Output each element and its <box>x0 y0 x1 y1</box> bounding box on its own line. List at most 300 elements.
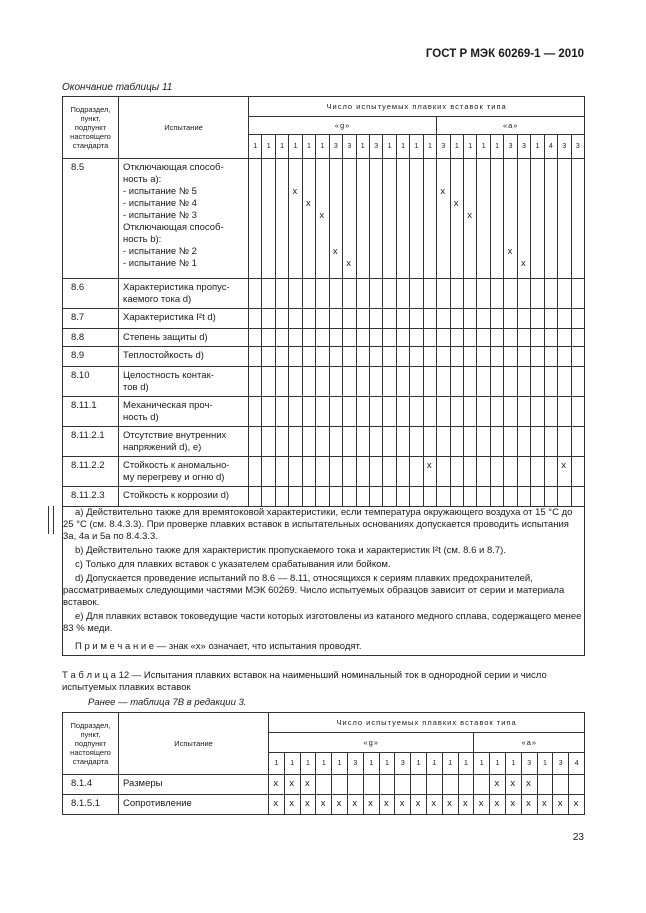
count-cell <box>356 457 369 487</box>
count-cell <box>411 775 427 795</box>
count-cell <box>531 309 544 329</box>
count-cell <box>343 309 356 329</box>
count-cell <box>553 775 569 795</box>
count-cell <box>517 347 530 367</box>
footnote-c: c) Только для плавких вставок с указателем срабатывания или бойком. <box>75 559 391 570</box>
table-row <box>63 795 585 815</box>
test-mark: x <box>320 797 326 809</box>
count-cell <box>504 457 517 487</box>
count-cell: 1 <box>490 753 506 775</box>
footnote-a: a) Действительно также для времятоковой характеристики, если температура окружающего воздуха от 15 °С до 25 °С (см. 8.4.3.3). При проверке плавких вставок в испытательных основаниях допускается проводить испытания 3а, 4а и 5а по 8.4.3.3. <box>63 507 573 542</box>
count-cell <box>369 397 382 427</box>
test-line: Стойкость к коррозии d) <box>123 490 230 501</box>
test-line: Теплостойкость d) <box>123 350 204 361</box>
test-mark: x <box>462 797 468 809</box>
row-test <box>119 159 249 279</box>
count-cell <box>379 795 395 815</box>
test-mark: x <box>507 245 513 257</box>
count-cell <box>437 457 450 487</box>
test-mark: x <box>289 797 294 809</box>
count-cell <box>356 309 369 329</box>
test-line: - испытание № 2 <box>123 246 197 257</box>
count-cell <box>249 397 262 427</box>
count-cell: 1 <box>262 135 275 159</box>
row-test <box>119 329 249 347</box>
count-cell <box>302 347 315 367</box>
header-type-g: «g» <box>269 733 474 753</box>
count-cell <box>383 329 396 347</box>
row-code: 8.8 <box>63 329 119 347</box>
count-cell <box>289 279 302 309</box>
count-cell <box>517 457 530 487</box>
count-cell <box>269 775 285 795</box>
table-notes <box>63 507 585 656</box>
count-cell <box>450 329 463 347</box>
count-cell <box>302 487 315 507</box>
count-cell <box>504 279 517 309</box>
count-cell <box>383 309 396 329</box>
count-cell <box>521 795 537 815</box>
count-cell <box>569 775 585 795</box>
count-cell <box>411 795 427 815</box>
count-cell: 1 <box>356 135 369 159</box>
test-mark: x <box>336 797 342 809</box>
count-cell <box>369 329 382 347</box>
count-cell: 1 <box>249 135 262 159</box>
count-cell <box>356 159 369 279</box>
count-cell <box>423 309 436 329</box>
header-line: настоящего <box>70 748 111 757</box>
count-cell <box>442 775 458 795</box>
count-cell <box>356 329 369 347</box>
count-cell <box>517 427 530 457</box>
count-cell <box>450 279 463 309</box>
count-cell <box>316 329 329 347</box>
count-cell <box>531 159 544 279</box>
count-cell <box>343 347 356 367</box>
count-cell <box>262 367 275 397</box>
header-line: стандарта <box>72 757 109 766</box>
count-cell <box>477 457 490 487</box>
count-cell <box>249 367 262 397</box>
count-cell <box>450 367 463 397</box>
count-cell <box>410 367 423 397</box>
count-cell <box>356 487 369 507</box>
count-cell: 1 <box>302 135 315 159</box>
count-cell <box>571 487 585 507</box>
count-cell <box>275 347 288 367</box>
count-cell <box>477 309 490 329</box>
count-cell <box>437 329 450 347</box>
test-mark: x <box>383 797 389 809</box>
count-cell <box>289 427 302 457</box>
count-cell <box>395 775 411 795</box>
count-cell <box>450 347 463 367</box>
test-mark: x <box>431 797 437 809</box>
count-cell <box>284 795 300 815</box>
row-test <box>119 347 249 367</box>
document-header: ГОСТ Р МЭК 60269-1 — 2010 <box>425 48 584 60</box>
count-cell <box>284 775 300 795</box>
header-type-a: «a» <box>474 733 585 753</box>
count-cell <box>531 487 544 507</box>
count-cell <box>316 775 332 795</box>
count-cell <box>356 427 369 457</box>
count-cell <box>275 309 288 329</box>
test-line: Отключающая способ- <box>123 222 224 233</box>
test-line: Характеристика I²t d) <box>123 312 216 323</box>
count-cell <box>490 159 503 279</box>
count-cell <box>558 367 571 397</box>
count-cell <box>544 347 557 367</box>
count-cell: 3 <box>369 135 382 159</box>
count-cell <box>332 775 348 795</box>
row-code: 8.5 <box>63 159 119 279</box>
count-cell <box>410 457 423 487</box>
count-cell <box>553 795 569 815</box>
count-cell <box>423 347 436 367</box>
footnote-d: d) Допускается проведение испытаний по 8.6 — 8.11, относящихся к сериям плавких предохранителей, рассматриваемых следующими частями МЭК 60269. Число испытуемых образцов зависит от серии и материала вставок. <box>63 573 565 608</box>
count-cell <box>517 279 530 309</box>
count-cell <box>356 397 369 427</box>
table12-caption: Т а б л и ц а 12 — Испытания плавких вставок на наименьший номинальный ток в однородной серии и число испытуемых плавких вставок <box>62 670 547 693</box>
count-cell <box>504 329 517 347</box>
count-cell <box>262 397 275 427</box>
count-cell <box>262 309 275 329</box>
count-cell <box>464 309 477 329</box>
count-cell <box>410 397 423 427</box>
count-cell <box>383 159 396 279</box>
header-count-span: Число испытуемых плавких вставок типа <box>249 97 585 117</box>
count-cell <box>329 279 342 309</box>
count-cell <box>423 397 436 427</box>
count-cell <box>356 367 369 397</box>
count-cell <box>437 279 450 309</box>
test-mark: x <box>273 777 279 789</box>
count-cell <box>517 487 530 507</box>
test-line: ность а): <box>123 174 162 185</box>
count-cell <box>289 159 302 279</box>
count-cell <box>383 427 396 457</box>
header-line: Подраздел, <box>70 721 111 730</box>
count-cell: 1 <box>284 753 300 775</box>
test-line: Отключающая способ- <box>123 162 224 173</box>
header-test: Испытание <box>119 97 249 159</box>
count-cell <box>477 329 490 347</box>
test-line: Стойкость к аномально- <box>123 460 230 471</box>
test-line: му перегреву и огню d) <box>123 472 225 483</box>
table11-caption: Окончание таблицы 11 <box>62 82 173 93</box>
footnote-b: b) Действительно также для характеристик пропускаемого тока и характеристик I²t (см. 8.6 и 8.7). <box>75 545 506 556</box>
row-test: Размеры <box>119 775 269 795</box>
count-cell <box>396 347 409 367</box>
count-cell <box>477 397 490 427</box>
count-cell <box>332 795 348 815</box>
count-cell <box>426 775 442 795</box>
count-cell <box>410 427 423 457</box>
count-cell <box>347 775 363 795</box>
count-cell <box>544 309 557 329</box>
count-cell <box>517 309 530 329</box>
test-line: Отсутствие внутренних <box>123 430 227 441</box>
header-section <box>63 97 119 159</box>
test-mark: x <box>494 777 500 789</box>
test-mark: x <box>289 777 294 789</box>
count-cell <box>423 279 436 309</box>
row-test <box>119 309 249 329</box>
header-line: подпункт <box>74 123 107 132</box>
count-cell <box>275 427 288 457</box>
count-cell: 1 <box>537 753 553 775</box>
count-cell <box>474 795 490 815</box>
test-line: напряжений d), e) <box>123 442 202 453</box>
count-cell <box>477 159 490 279</box>
row-code: 8.1.4 <box>63 775 119 795</box>
test-mark: x <box>352 797 358 809</box>
table-row <box>63 347 585 367</box>
count-cell <box>558 159 571 279</box>
count-cell <box>396 329 409 347</box>
test-mark: x <box>415 797 421 809</box>
count-cell <box>504 487 517 507</box>
row-code: 8.11.2.1 <box>63 427 119 457</box>
table-row <box>63 775 585 795</box>
count-cell <box>423 329 436 347</box>
count-cell: 4 <box>544 135 557 159</box>
table-row <box>63 367 585 397</box>
count-cell <box>442 795 458 815</box>
count-cell: 1 <box>396 135 409 159</box>
count-cell <box>369 159 382 279</box>
count-cell: 3 <box>343 135 356 159</box>
count-cell <box>490 775 506 795</box>
count-cell <box>426 795 442 815</box>
count-cell <box>558 347 571 367</box>
count-cell <box>437 427 450 457</box>
row-test <box>119 367 249 397</box>
table-row <box>63 397 585 427</box>
count-cell <box>262 329 275 347</box>
count-cell <box>249 309 262 329</box>
footnote-e: e) Для плавких вставок токоведущие части которых изготовлены из катаного медного сплава, содержащего менее 83 % меди. <box>63 611 582 634</box>
row-code: 8.7 <box>63 309 119 329</box>
count-cell: 3 <box>553 753 569 775</box>
count-cell <box>396 367 409 397</box>
count-cell: 3 <box>558 135 571 159</box>
count-cell <box>504 367 517 397</box>
count-cell <box>289 329 302 347</box>
count-cell <box>396 427 409 457</box>
count-cell <box>369 279 382 309</box>
test-mark: x <box>273 797 279 809</box>
count-cell <box>450 427 463 457</box>
count-cell <box>275 159 288 279</box>
count-cell: 1 <box>477 135 490 159</box>
count-cell <box>343 487 356 507</box>
count-cell <box>302 367 315 397</box>
count-cell <box>477 279 490 309</box>
count-cell <box>531 279 544 309</box>
count-cell <box>450 487 463 507</box>
count-cell: 1 <box>474 753 490 775</box>
test-mark: x <box>573 797 579 809</box>
count-cell <box>544 367 557 397</box>
test-line: Степень защиты d) <box>123 332 208 343</box>
count-cell <box>571 367 585 397</box>
count-cell <box>450 159 463 279</box>
count-cell: 1 <box>379 753 395 775</box>
row-code: 8.1.5.1 <box>63 795 119 815</box>
count-cell <box>316 347 329 367</box>
count-cell <box>275 457 288 487</box>
count-cell <box>302 329 315 347</box>
test-mark: x <box>541 797 547 809</box>
test-line: Механическая проч- <box>123 400 213 411</box>
test-mark: x <box>304 777 310 789</box>
count-cell <box>369 427 382 457</box>
header-line: настоящего <box>70 132 111 141</box>
count-cell <box>363 775 379 795</box>
row-test <box>119 397 249 427</box>
test-mark: x <box>399 797 405 809</box>
count-cell <box>356 279 369 309</box>
count-cell <box>504 159 517 279</box>
count-cell <box>505 775 521 795</box>
test-mark: x <box>526 797 531 809</box>
count-cell <box>477 347 490 367</box>
count-cell <box>537 795 553 815</box>
count-cell <box>464 487 477 507</box>
count-cell <box>329 397 342 427</box>
count-cell <box>383 279 396 309</box>
row-test: Сопротивление <box>119 795 269 815</box>
test-mark: x <box>561 459 567 471</box>
count-cell <box>300 795 316 815</box>
count-cell <box>490 457 503 487</box>
table-row <box>63 487 585 507</box>
count-cell <box>289 397 302 427</box>
test-mark: x <box>557 797 563 809</box>
count-cell <box>249 329 262 347</box>
table-note: П р и м е ч а н и е — знак «х» означает, что испытания проводят. <box>75 641 362 652</box>
count-cell <box>262 159 275 279</box>
count-cell <box>329 487 342 507</box>
count-cell <box>343 329 356 347</box>
count-cell <box>275 487 288 507</box>
count-cell <box>504 427 517 457</box>
count-cell <box>383 347 396 367</box>
test-mark: x <box>305 197 311 209</box>
count-cell <box>410 159 423 279</box>
count-cell <box>531 329 544 347</box>
count-cell: 1 <box>411 753 427 775</box>
count-cell <box>531 397 544 427</box>
count-cell <box>269 795 285 815</box>
count-cell <box>249 487 262 507</box>
count-cell <box>289 309 302 329</box>
count-cell <box>571 397 585 427</box>
count-cell: 1 <box>505 753 521 775</box>
test-mark: x <box>494 797 500 809</box>
count-cell <box>450 397 463 427</box>
test-mark: x <box>526 777 531 789</box>
test-mark: x <box>292 185 298 197</box>
count-cell <box>316 795 332 815</box>
table-12 <box>62 712 585 815</box>
count-cell <box>369 309 382 329</box>
count-cell <box>369 457 382 487</box>
count-cell <box>544 279 557 309</box>
test-line: - испытание № 4 <box>123 198 197 209</box>
count-cell <box>383 487 396 507</box>
count-cell <box>571 159 585 279</box>
count-cell <box>423 427 436 457</box>
count-cell: 1 <box>363 753 379 775</box>
header-line: пункт, <box>80 730 101 739</box>
count-cell <box>558 279 571 309</box>
count-cell: 1 <box>410 135 423 159</box>
count-cell <box>490 397 503 427</box>
count-cell <box>383 397 396 427</box>
count-cell <box>275 279 288 309</box>
count-cell <box>571 309 585 329</box>
count-cell <box>544 159 557 279</box>
count-cell <box>410 487 423 507</box>
test-line: Характеристика пропус- <box>123 282 230 293</box>
row-code: 8.6 <box>63 279 119 309</box>
count-cell <box>379 775 395 795</box>
count-cell <box>558 397 571 427</box>
count-cell <box>343 457 356 487</box>
count-cell <box>300 775 316 795</box>
count-cell <box>437 309 450 329</box>
test-mark: x <box>447 797 452 809</box>
count-cell <box>490 329 503 347</box>
count-cell <box>505 795 521 815</box>
test-mark: x <box>453 197 459 209</box>
count-cell <box>517 367 530 397</box>
count-cell <box>262 427 275 457</box>
count-cell <box>396 159 409 279</box>
count-cell <box>450 457 463 487</box>
count-cell <box>396 279 409 309</box>
header-line: подпункт <box>74 739 107 748</box>
count-cell: 1 <box>383 135 396 159</box>
table-row <box>63 427 585 457</box>
header-line: стандарта <box>72 141 109 150</box>
test-mark: x <box>478 797 484 809</box>
count-cell <box>302 427 315 457</box>
count-cell <box>329 457 342 487</box>
count-cell <box>464 367 477 397</box>
count-cell <box>249 279 262 309</box>
header-line: Подраздел, <box>70 105 111 114</box>
count-cell <box>316 457 329 487</box>
header-count-span: Число испытуемых плавких вставок типа <box>269 713 585 733</box>
count-cell <box>477 487 490 507</box>
count-cell <box>531 457 544 487</box>
count-cell <box>423 367 436 397</box>
count-cell <box>464 397 477 427</box>
count-cell <box>343 397 356 427</box>
test-line: ность d) <box>123 412 159 423</box>
count-cell <box>571 427 585 457</box>
count-cell <box>289 347 302 367</box>
count-cell <box>474 775 490 795</box>
count-cell <box>396 397 409 427</box>
count-cell <box>329 367 342 397</box>
test-mark: x <box>346 257 352 269</box>
